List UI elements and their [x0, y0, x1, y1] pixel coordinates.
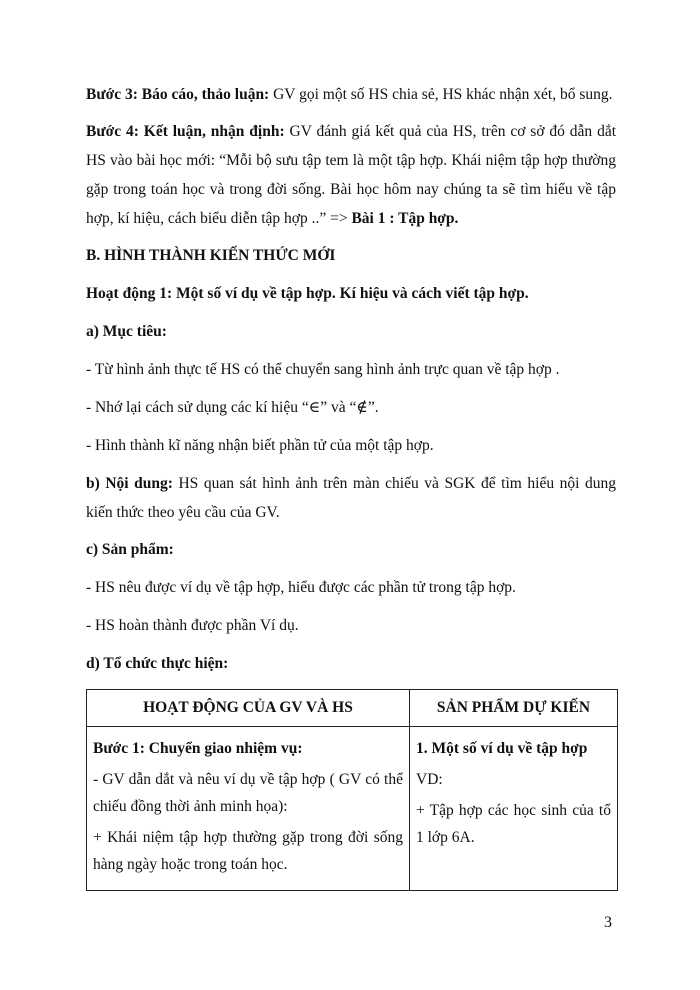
step4-text: GV đánh giá kết quả của HS, trên cơ sở đó dẫn dắt HS vào bài học mới: “Mỗi bộ sưu tập tem là một tập hợp. Khái niệm tập hợp thường gặp trong toán học và trong đời sống. Bài học hôm nay chúng ta sẽ tìm hiểu về tập hợp, kí hiệu, cách biểu diễn tập hợp ..” =>: [86, 123, 616, 227]
objectives-heading: a) Mục tiêu:: [86, 323, 167, 340]
activity-line: - GV dẫn dắt và nêu ví dụ về tập hợp ( GV có thể chiếu đồng thời ảnh minh họa):: [93, 771, 403, 815]
activity-line: + Khái niệm tập hợp thường gặp trong đời sống hàng ngày hoặc trong toán học.: [93, 829, 403, 873]
document-body: [86, 80, 616, 687]
table-header-expected-products: SẢN PHẨM DỰ KIẾN: [410, 690, 618, 727]
content-text: HS quan sát hình ảnh trên màn chiếu và SGK để tìm hiểu nội dung kiến thức theo yêu cầu của GV.: [86, 475, 616, 521]
lesson-title: Bài 1 : Tập hợp.: [351, 210, 459, 227]
activity-cell: [87, 727, 410, 891]
page-number: 3: [604, 914, 612, 931]
organization-heading: d) Tổ chức thực hiện:: [86, 655, 229, 672]
activity1-heading: Hoạt động 1: Một số ví dụ về tập hợp. Kí hiệu và cách viết tập hợp.: [86, 285, 529, 302]
step1-title: Bước 1: Chuyển giao nhiệm vụ:: [93, 740, 303, 757]
step3-text: GV gọi một số HS chia sẻ, HS khác nhận xét, bổ sung.: [269, 86, 613, 103]
objective-item: - Hình thành kĩ năng nhận biết phần tử của một tập hợp.: [86, 437, 434, 454]
product-title: 1. Một số ví dụ về tập hợp: [416, 740, 588, 757]
content-label: b) Nội dung:: [86, 475, 173, 492]
product-cell: [410, 727, 618, 891]
activity-table: [86, 689, 618, 891]
step4-paragraph: [86, 117, 616, 233]
product-item: - HS hoàn thành được phần Ví dụ.: [86, 617, 299, 634]
product-heading: c) Sản phẩm:: [86, 541, 174, 558]
content-paragraph: [86, 469, 616, 527]
step4-label: Bước 4: Kết luận, nhận định:: [86, 123, 285, 140]
objective-item: - Từ hình ảnh thực tế HS có thể chuyển sang hình ảnh trực quan về tập hợp .: [86, 361, 560, 378]
table-header-activities: HOẠT ĐỘNG CỦA GV VÀ HS: [87, 690, 410, 727]
step3-label: Bước 3: Báo cáo, thảo luận:: [86, 86, 270, 103]
product-line: VD:: [416, 771, 443, 788]
section-b-heading: B. HÌNH THÀNH KIẾN THỨC MỚI: [86, 247, 336, 264]
product-item: - HS nêu được ví dụ về tập hợp, hiểu được các phần tử trong tập hợp.: [86, 579, 516, 596]
product-line: + Tập hợp các học sinh của tổ 1 lớp 6A.: [416, 802, 611, 846]
step3-paragraph: [86, 80, 616, 109]
table-row: [87, 727, 618, 891]
objective-item: - Nhớ lại cách sử dụng các kí hiệu “∈” và “∉”.: [86, 399, 379, 416]
table-header-row: [87, 690, 618, 727]
